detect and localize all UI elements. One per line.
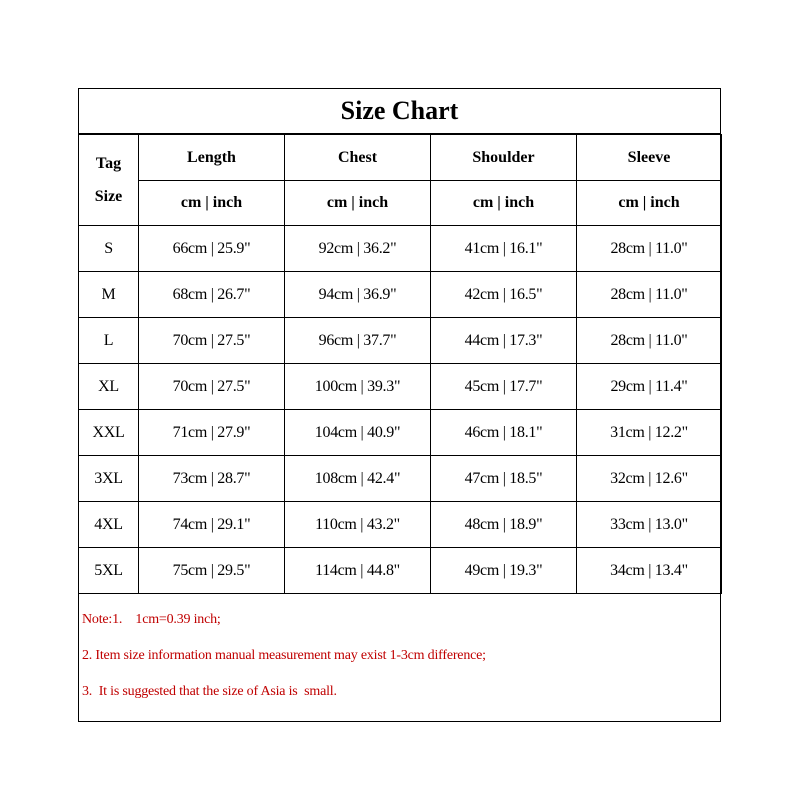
shoulder-cell: 45cm | 17.7" [431, 364, 577, 410]
table-row [79, 364, 722, 410]
table-row [79, 410, 722, 456]
size-cell: XL [79, 364, 139, 410]
table-row [79, 318, 722, 364]
notes-section [79, 594, 720, 710]
shoulder-cell: 48cm | 18.9" [431, 502, 577, 548]
chest-cell: 92cm | 36.2" [285, 226, 431, 272]
tag-size-header [79, 135, 139, 226]
unit-header-length: cm | inch [139, 181, 285, 226]
shoulder-cell: 47cm | 18.5" [431, 456, 577, 502]
shoulder-cell: 44cm | 17.3" [431, 318, 577, 364]
size-cell: L [79, 318, 139, 364]
chest-cell: 114cm | 44.8" [285, 548, 431, 594]
sleeve-cell: 28cm | 11.0" [577, 272, 722, 318]
size-cell: M [79, 272, 139, 318]
table-row [79, 456, 722, 502]
length-cell: 75cm | 29.5" [139, 548, 285, 594]
size-cell: 4XL [79, 502, 139, 548]
shoulder-cell: 42cm | 16.5" [431, 272, 577, 318]
header-row [79, 135, 722, 181]
table-row [79, 502, 722, 548]
column-header-sleeve: Sleeve [577, 135, 722, 181]
table-row [79, 226, 722, 272]
chest-cell: 108cm | 42.4" [285, 456, 431, 502]
units-row [79, 181, 722, 226]
table-row [79, 272, 722, 318]
sleeve-cell: 28cm | 11.0" [577, 226, 722, 272]
size-cell: 3XL [79, 456, 139, 502]
note-line: 3. It is suggested that the size of Asia is small. [82, 684, 337, 699]
size-chart [78, 88, 721, 722]
size-cell: 5XL [79, 548, 139, 594]
length-cell: 66cm | 25.9" [139, 226, 285, 272]
length-cell: 73cm | 28.7" [139, 456, 285, 502]
note-line: 2. Item size information manual measurement may exist 1-3cm difference; [82, 648, 486, 663]
chest-cell: 94cm | 36.9" [285, 272, 431, 318]
sleeve-cell: 28cm | 11.0" [577, 318, 722, 364]
unit-header-shoulder: cm | inch [431, 181, 577, 226]
column-header-shoulder: Shoulder [431, 135, 577, 181]
sleeve-cell: 31cm | 12.2" [577, 410, 722, 456]
length-cell: 68cm | 26.7" [139, 272, 285, 318]
chest-cell: 96cm | 37.7" [285, 318, 431, 364]
length-cell: 71cm | 27.9" [139, 410, 285, 456]
size-label: Size [94, 188, 123, 205]
size-table [78, 134, 722, 594]
chest-cell: 104cm | 40.9" [285, 410, 431, 456]
unit-header-sleeve: cm | inch [577, 181, 722, 226]
unit-header-chest: cm | inch [285, 181, 431, 226]
size-cell: XXL [79, 410, 139, 456]
sleeve-cell: 34cm | 13.4" [577, 548, 722, 594]
shoulder-cell: 46cm | 18.1" [431, 410, 577, 456]
length-cell: 74cm | 29.1" [139, 502, 285, 548]
size-cell: S [79, 226, 139, 272]
chart-title: Size Chart [79, 89, 720, 134]
column-header-chest: Chest [285, 135, 431, 181]
chest-cell: 110cm | 43.2" [285, 502, 431, 548]
column-header-length: Length [139, 135, 285, 181]
sleeve-cell: 33cm | 13.0" [577, 502, 722, 548]
length-cell: 70cm | 27.5" [139, 318, 285, 364]
tag-label: Tag [95, 155, 122, 172]
table-row [79, 548, 722, 594]
chest-cell: 100cm | 39.3" [285, 364, 431, 410]
length-cell: 70cm | 27.5" [139, 364, 285, 410]
shoulder-cell: 41cm | 16.1" [431, 226, 577, 272]
sleeve-cell: 32cm | 12.6" [577, 456, 722, 502]
note-line: Note:1. 1cm=0.39 inch; [82, 612, 221, 627]
shoulder-cell: 49cm | 19.3" [431, 548, 577, 594]
sleeve-cell: 29cm | 11.4" [577, 364, 722, 410]
